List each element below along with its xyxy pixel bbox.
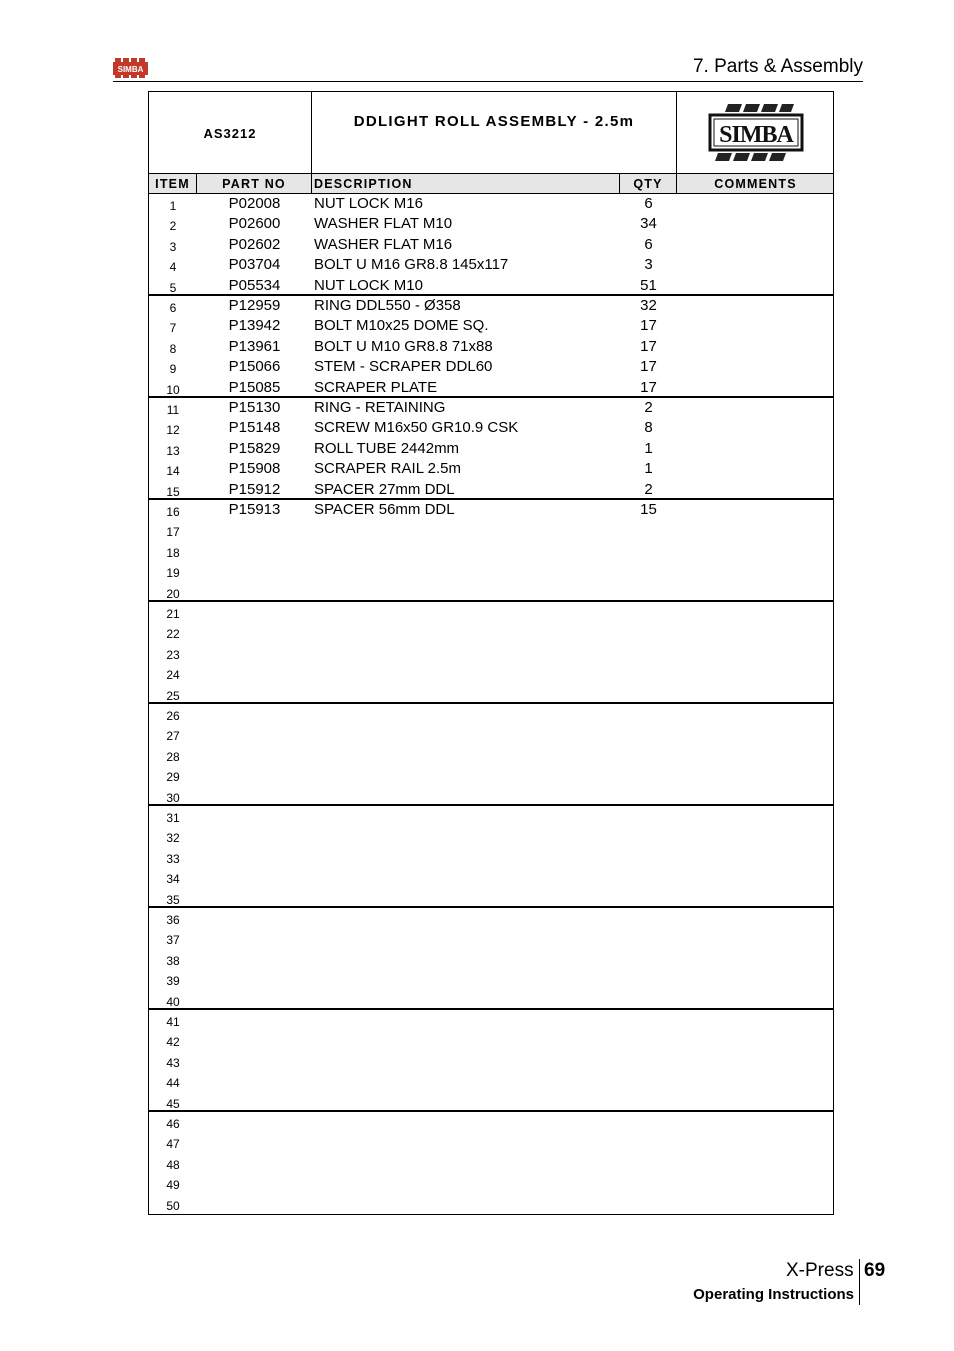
row-item-number: 35: [166, 892, 180, 907]
row-quantity: 17: [640, 337, 657, 355]
row-item-number: 19: [166, 566, 180, 581]
row-part-number: P15148: [228, 419, 281, 437]
row-item-number: 4: [169, 260, 177, 275]
row-description: BOLT U M10 GR8.8 71x88: [314, 337, 493, 355]
row-item-number: 43: [166, 1055, 180, 1070]
row-quantity: 2: [644, 399, 653, 416]
row-item-number: 25: [166, 688, 180, 703]
table-row: [149, 1051, 833, 1071]
row-item-number: 20: [166, 586, 180, 601]
table-row: [149, 439, 833, 459]
row-item-number: 42: [166, 1035, 180, 1050]
row-item-number: 50: [166, 1198, 180, 1213]
simba-logo-text: SIMBA: [718, 122, 793, 148]
row-item-number: 21: [166, 607, 180, 621]
row-part-number: P13942: [228, 317, 281, 335]
title-row: [149, 92, 833, 174]
row-part-number: P15912: [228, 480, 281, 498]
parts-sheet: [148, 91, 834, 1215]
row-item-number: 34: [166, 872, 180, 887]
table-row: [149, 908, 833, 928]
row-part-number: P15066: [228, 358, 281, 376]
table-row: [149, 418, 833, 438]
row-item-number: 46: [166, 1117, 180, 1131]
table-row: [149, 622, 833, 642]
table-row: [149, 969, 833, 989]
row-item-number: 48: [166, 1157, 180, 1172]
table-row: [149, 663, 833, 683]
table-row: [149, 337, 833, 357]
row-item-number: 9: [169, 362, 177, 377]
row-item-number: 29: [166, 770, 180, 785]
section-title: 7. Parts & Assembly: [692, 56, 863, 77]
row-description: RING DDL550 - Ø358: [314, 297, 461, 314]
table-row: [149, 765, 833, 785]
row-quantity: 6: [644, 235, 653, 253]
table-row: [149, 643, 833, 663]
table-row: [149, 561, 833, 581]
table-row: [149, 357, 833, 377]
footer-divider: [859, 1259, 860, 1305]
row-item-number: 14: [166, 464, 180, 479]
row-item-number: 11: [166, 403, 180, 417]
row-part-number: P15829: [228, 439, 281, 457]
header-rule: [113, 81, 863, 82]
row-quantity: 32: [640, 297, 657, 314]
row-item-number: 47: [166, 1137, 180, 1152]
table-row: [149, 704, 833, 724]
row-item-number: 16: [166, 505, 180, 519]
row-part-number: P13961: [228, 337, 281, 355]
row-quantity: 15: [640, 501, 657, 518]
row-item-number: 44: [166, 1076, 180, 1091]
row-item-number: 15: [166, 484, 180, 499]
row-description: BOLT M10x25 DOME SQ.: [314, 317, 489, 335]
row-item-number: 26: [166, 709, 180, 723]
assembly-title: DDLIGHT ROLL ASSEMBLY - 2.5m: [312, 92, 677, 174]
table-row: [149, 786, 833, 806]
table-row: [149, 296, 833, 316]
row-quantity: 17: [640, 358, 657, 376]
row-item-number: 30: [166, 790, 180, 805]
col-qty: QTY: [620, 174, 677, 193]
page-number: 69: [864, 1260, 886, 1281]
row-item-number: 28: [166, 749, 180, 764]
table-row: [149, 806, 833, 826]
table-row: [149, 949, 833, 969]
row-description: RING - RETAINING: [314, 399, 446, 416]
table-row: [149, 316, 833, 336]
table-row: [149, 684, 833, 704]
row-item-number: 12: [166, 423, 180, 438]
table-row: [149, 520, 833, 540]
row-item-number: 8: [169, 341, 177, 356]
row-item-number: 18: [166, 545, 180, 560]
row-part-number: P15908: [228, 460, 281, 478]
table-row: [149, 888, 833, 908]
row-part-number: P02602: [228, 235, 281, 253]
row-item-number: 40: [166, 994, 180, 1009]
row-item-number: 36: [166, 913, 180, 927]
row-item-number: 22: [166, 627, 180, 642]
col-part-no: PART NO: [197, 174, 312, 193]
table-row: [149, 194, 833, 214]
row-item-number: 32: [166, 831, 180, 846]
col-item: ITEM: [149, 174, 197, 193]
simba-logo: [677, 92, 834, 174]
row-item-number: 17: [166, 525, 180, 540]
table-row: [149, 378, 833, 398]
row-quantity: 1: [644, 460, 653, 478]
row-quantity: 17: [640, 317, 657, 335]
table-row: [149, 867, 833, 887]
row-item-number: 27: [166, 729, 180, 744]
table-row: [149, 582, 833, 602]
table-row: [149, 398, 833, 418]
table-row: [149, 255, 833, 275]
table-row: [149, 541, 833, 561]
row-item-number: 49: [166, 1178, 180, 1193]
row-part-number: P15085: [228, 378, 281, 396]
assembly-code: AS3212: [149, 92, 312, 174]
table-row: [149, 459, 833, 479]
row-part-number: P02600: [228, 215, 281, 233]
row-quantity: 6: [644, 195, 653, 212]
row-quantity: 8: [644, 419, 653, 437]
row-item-number: 1: [169, 199, 177, 213]
row-item-number: 33: [166, 851, 180, 866]
row-item-number: 37: [166, 933, 180, 948]
row-description: SPACER 27mm DDL: [314, 480, 455, 498]
row-item-number: 13: [166, 443, 180, 458]
table-row: [149, 1071, 833, 1091]
row-description: NUT LOCK M10: [314, 276, 423, 294]
row-part-number: P15913: [228, 501, 281, 518]
footer-brand: X-Press: [786, 1260, 854, 1281]
row-part-number: P05534: [228, 276, 281, 294]
row-item-number: 38: [166, 953, 180, 968]
table-row: [149, 214, 833, 234]
row-description: WASHER FLAT M16: [314, 235, 453, 253]
column-headers: [149, 174, 833, 194]
header-logo: [113, 58, 148, 78]
table-row: [149, 235, 833, 255]
table-row: [149, 1173, 833, 1193]
table-row: [149, 847, 833, 867]
table-row: [149, 276, 833, 296]
col-description: DESCRIPTION: [312, 174, 620, 193]
table-row: [149, 602, 833, 622]
row-description: ROLL TUBE 2442mm: [314, 439, 460, 457]
table-row: [149, 1112, 833, 1132]
row-quantity: 3: [644, 256, 653, 274]
row-description: NUT LOCK M16: [314, 195, 423, 212]
row-description: SCREW M16x50 GR10.9 CSK: [314, 419, 519, 437]
row-item-number: 31: [166, 811, 180, 825]
table-row: [149, 500, 833, 520]
row-quantity: 17: [640, 378, 657, 396]
table-row: [149, 724, 833, 744]
table-row: [149, 1153, 833, 1173]
table-row: [149, 1132, 833, 1152]
table-row: [149, 480, 833, 500]
row-quantity: 51: [640, 276, 657, 294]
row-item-number: 39: [166, 974, 180, 989]
table-row: [149, 1030, 833, 1050]
table-row: [149, 1092, 833, 1112]
row-quantity: 34: [640, 215, 657, 233]
table-row: [149, 1194, 833, 1214]
table-row: [149, 990, 833, 1010]
row-item-number: 2: [169, 219, 177, 234]
row-item-number: 41: [166, 1015, 180, 1029]
row-item-number: 45: [166, 1096, 180, 1111]
table-row: [149, 826, 833, 846]
row-description: WASHER FLAT M10: [314, 215, 453, 233]
row-item-number: 6: [169, 301, 177, 315]
header-logo-text: SIMBA: [117, 65, 144, 74]
row-item-number: 10: [166, 382, 180, 397]
row-part-number: P12959: [228, 297, 281, 314]
row-description: STEM - SCRAPER DDL60: [314, 358, 493, 376]
row-item-number: 5: [169, 280, 177, 295]
row-description: SCRAPER RAIL 2.5m: [314, 460, 461, 478]
table-row: [149, 928, 833, 948]
row-part-number: P15130: [228, 399, 281, 416]
row-quantity: 2: [644, 480, 653, 498]
row-description: SCRAPER PLATE: [314, 378, 438, 396]
row-item-number: 3: [169, 239, 177, 254]
row-quantity: 1: [644, 439, 653, 457]
row-item-number: 24: [166, 668, 180, 683]
row-description: BOLT U M16 GR8.8 145x117: [314, 256, 509, 274]
footer-subtitle: Operating Instructions: [693, 1286, 854, 1303]
row-part-number: P02008: [228, 195, 281, 212]
table-row: [149, 1010, 833, 1030]
row-item-number: 23: [166, 647, 180, 662]
row-description: SPACER 56mm DDL: [314, 501, 455, 518]
col-comments: COMMENTS: [714, 177, 797, 191]
row-item-number: 7: [169, 321, 177, 336]
table-row: [149, 745, 833, 765]
row-part-number: P03704: [228, 256, 281, 274]
